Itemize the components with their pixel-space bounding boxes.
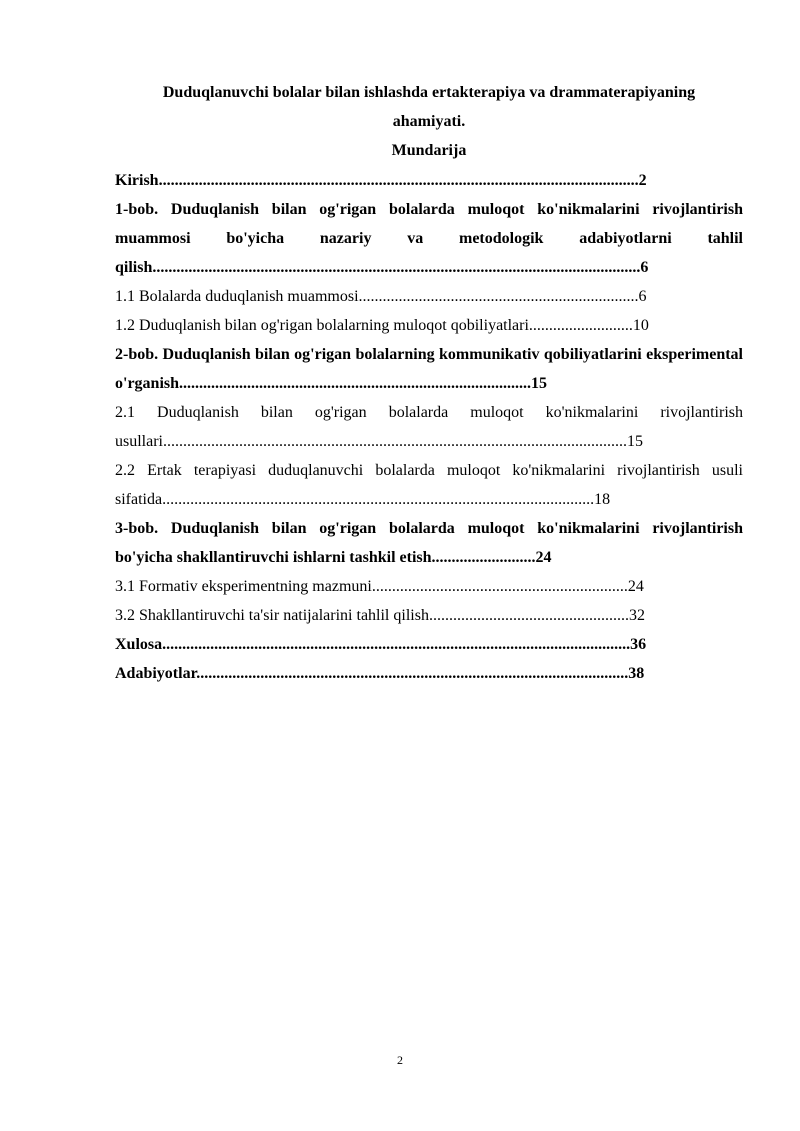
- toc-entry-kirish: Kirish........................................................................................................................2: [115, 172, 647, 189]
- document-page: [115, 78, 743, 688]
- toc-entry-chapter-2: 2-bob. Duduqlanish bilan og'rigan bolalarning kommunikativ qobiliyatlarini eksperimental o'rganish........................................................................................15: [115, 346, 743, 392]
- toc-entry-3-1: 3.1 Formativ eksperimentning mazmuni................................................................24: [115, 578, 644, 595]
- toc-entry-chapter-1: 1-bob. Duduqlanish bilan og'rigan bolalarda muloqot ko'nikmalarini rivojlantirish muammosi bo'yicha nazariy va metodologik adabiyotlarni tahlil qilish..........................................................................................................................6: [115, 201, 743, 276]
- toc-entry-adabiyotlar: Adabiyotlar............................................................................................................38: [115, 665, 645, 682]
- document-title-line-1: Duduqlanuvchi bolalar bilan ishlashda ertakterapiya va drammaterapiyaning: [162, 84, 696, 101]
- page-number: 2: [397, 1053, 403, 1067]
- toc-entry-1-2: 1.2 Duduqlanish bilan og'rigan bolalarning muloqot qobiliyatlari..........................10: [115, 317, 649, 334]
- contents-heading: Mundarija: [391, 142, 467, 159]
- toc-entry-chapter-3: 3-bob. Duduqlanish bilan og'rigan bolalarda muloqot ko'nikmalarini rivojlantirish bo'yicha shakllantiruvchi ishlarni tashkil etish..........................24: [115, 520, 743, 566]
- toc-entry-xulosa: Xulosa.....................................................................................................................36: [115, 636, 647, 653]
- toc-entry-2-1: 2.1 Duduqlanish bilan og'rigan bolalarda muloqot ko'nikmalarini rivojlantirish usullari....................................................................................................................15: [115, 404, 743, 450]
- toc-entry-2-2: 2.2 Ertak terapiyasi duduqlanuvchi bolalarda muloqot ko'nikmalarini rivojlantirish usuli sifatida............................................................................................................18: [115, 462, 743, 508]
- toc-entry-3-2: 3.2 Shakllantiruvchi ta'sir natijalarini tahlil qilish..................................................32: [115, 607, 645, 624]
- toc-entry-1-1: 1.1 Bolalarda duduqlanish muammosi......................................................................6: [115, 288, 647, 305]
- table-of-contents: [115, 166, 743, 688]
- document-title-line-2: ahamiyati.: [392, 113, 466, 130]
